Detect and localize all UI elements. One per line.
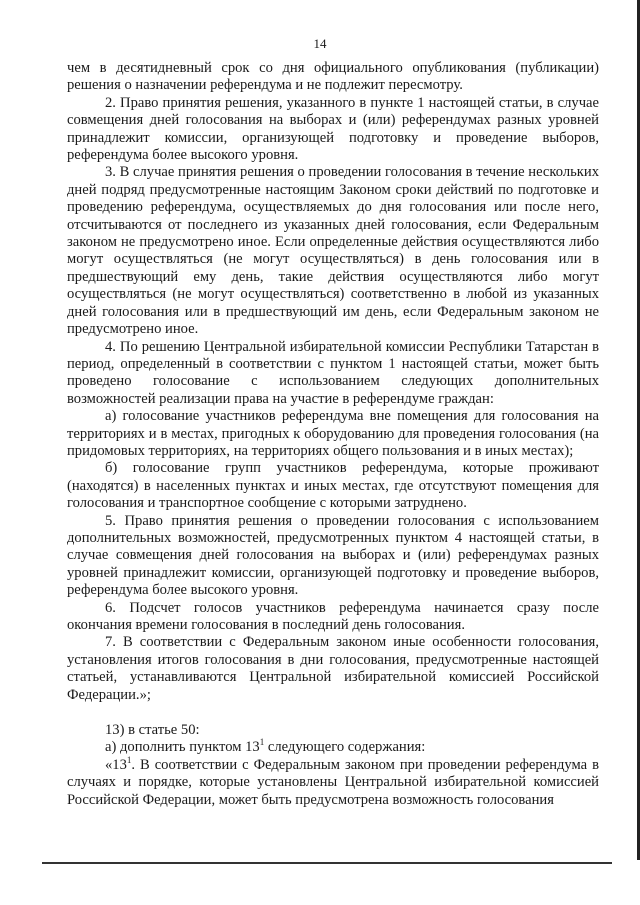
document-body bbox=[67, 60, 599, 809]
paragraph-continuation: чем в десятидневный срок со дня официального опубликования (публикации) решения о назначении референдума и не подлежит пересмотру. bbox=[67, 60, 599, 94]
bottom-rule-divider bbox=[42, 862, 612, 864]
item-a-prefix: а) дополнить пунктом 13 bbox=[105, 739, 260, 756]
paragraph-7: 7. В соответствии с Федеральным законом иные особенности голосования, установления итогов голосования в дни голосования, предусмотренные настоящей статьей, устанавливаются Центральной избирательной комиссией Российской Федерации.»; bbox=[67, 634, 599, 703]
paragraph-6: 6. Подсчет голосов участников референдума начинается сразу после окончания времени голосования в последний день голосования. bbox=[67, 599, 599, 633]
section-quote bbox=[67, 754, 599, 809]
quote-superscript: 1 bbox=[126, 754, 132, 765]
quote-text: . В соответствии с Федеральным законом при проведении референдума в случаях и порядке, которые установлены Центральной избирательной комиссией Российской Федерации, может быть предусмотрена возможность голосования bbox=[67, 756, 599, 808]
paragraph-5: 5. Право принятия решения о проведении голосования с использованием дополнительных возможностей, предусмотренных пунктом 4 настоящей статьи, в случае совмещения дней голосования на выборах и (или) референдумах разных уровней принадлежит комиссии, организующей подготовку и проведение выборов, референдума более высокого уровня. bbox=[67, 512, 599, 599]
paragraph-4a: а) голосование участников референдума вне помещения для голосования на территориях и в местах, пригодных к оборудованию для проведения голосования (на придомовых территориях, на территориях общего пользования и в иных местах); bbox=[67, 408, 599, 459]
page-number: 14 bbox=[313, 36, 327, 51]
paragraph-3: 3. В случае принятия решения о проведении голосования в течение нескольких дней подряд предусмотренные настоящим Законом сроки действий по подготовке и проведению референдума, осуществляемых до дня голосования или после него, отсчитываются от последнего из указанных дней голосования, если Федеральным законом не предусмотрено иное. Если определенные действия осуществляются либо могут осуществляться (не могут осуществляться) в день голосования или в предшествующий ему день, такие действия осуществляются либо могут осуществляться (не могут осуществляться) соответственно в любой из указанных дней голосования или в предшествующий им день, если Федеральным законом не предусмотрено иное. bbox=[67, 164, 599, 338]
paragraph-2: 2. Право принятия решения, указанного в пункте 1 настоящей статьи, в случае совмещения дней голосования на выборах и (или) референдумах разных уровней принадлежит комиссии, организующей подготовку и проведение выборов, референдума более высокого уровня. bbox=[67, 94, 599, 164]
item-a-suffix: следующего содержания: bbox=[264, 739, 426, 756]
section-item-a bbox=[67, 739, 599, 756]
section-heading: 13) в статье 50: bbox=[105, 722, 200, 739]
section-gap bbox=[67, 704, 599, 722]
quote-prefix: «13 bbox=[105, 756, 127, 773]
paragraph-4: 4. По решению Центральной избирательной комиссии Республики Татарстан в период, определенный в соответствии с пунктом 1 настоящей статьи, может быть проведено голосование с использованием следующих дополнительных возможностей реализации права на участие в референдуме граждан: bbox=[67, 338, 599, 407]
item-a-superscript: 1 bbox=[259, 737, 265, 748]
paragraph-4b: б) голосование групп участников референдума, которые проживают (находятся) в населенных пунктах и иных местах, где отсутствуют помещения для голосования и транспортное сообщение с которыми затруднено. bbox=[67, 460, 599, 512]
